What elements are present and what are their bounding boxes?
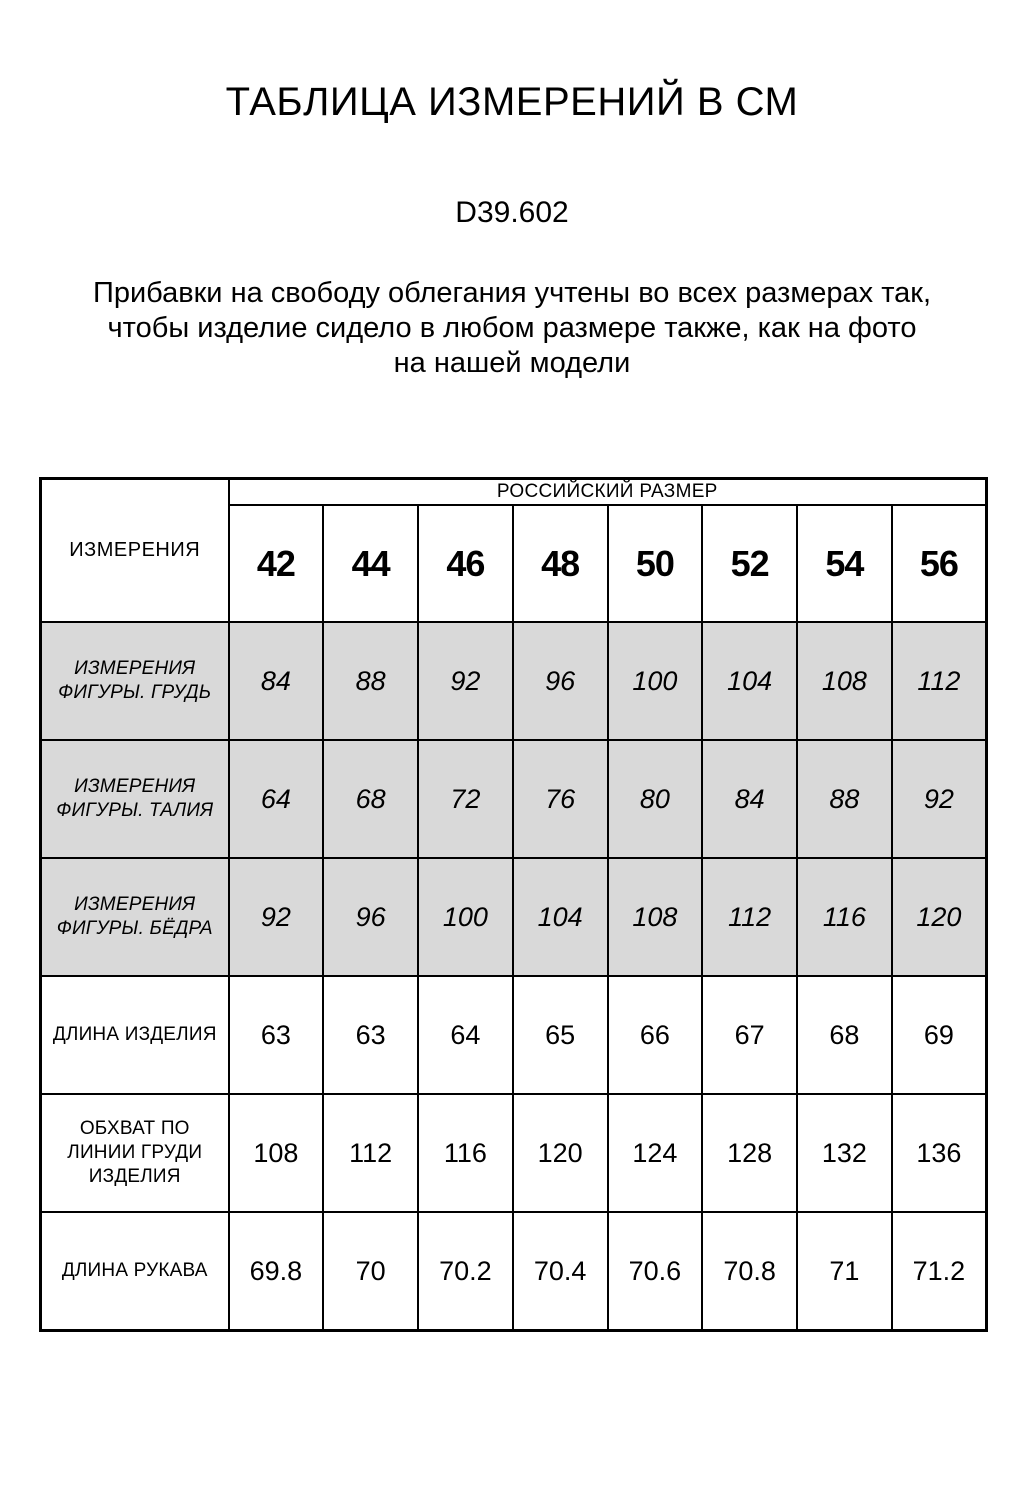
cell-value: 71 xyxy=(797,1212,892,1331)
row-label: ОБХВАТ ПО ЛИНИИ ГРУДИ ИЗДЕЛИЯ xyxy=(41,1094,229,1212)
cell-value: 100 xyxy=(418,858,513,976)
cell-value: 104 xyxy=(702,622,797,740)
table-row-waist xyxy=(41,740,987,858)
cell-value: 72 xyxy=(418,740,513,858)
table-row-sleeve-length xyxy=(41,1212,987,1331)
group-header-row xyxy=(41,479,987,506)
cell-value: 100 xyxy=(608,622,703,740)
cell-value: 120 xyxy=(513,1094,608,1212)
cell-value: 108 xyxy=(608,858,703,976)
cell-value: 92 xyxy=(418,622,513,740)
cell-value: 128 xyxy=(702,1094,797,1212)
cell-value: 63 xyxy=(229,976,324,1094)
cell-value: 70.8 xyxy=(702,1212,797,1331)
cell-value: 92 xyxy=(229,858,324,976)
cell-value: 76 xyxy=(513,740,608,858)
cell-value: 80 xyxy=(608,740,703,858)
cell-value: 70 xyxy=(323,1212,418,1331)
table-row-bust xyxy=(41,622,987,740)
cell-value: 84 xyxy=(702,740,797,858)
row-label: ИЗМЕРЕНИЯ ФИГУРЫ. ГРУДЬ xyxy=(41,622,229,740)
row-label: ИЗМЕРЕНИЯ ФИГУРЫ. БЁДРА xyxy=(41,858,229,976)
fit-note-line: на нашей модели xyxy=(393,347,631,379)
cell-value: 63 xyxy=(323,976,418,1094)
cell-value: 136 xyxy=(892,1094,987,1212)
fit-note-line: Прибавки на свободу облегания учтены во всех размерах так, xyxy=(92,277,932,309)
cell-value: 88 xyxy=(323,622,418,740)
table-row-item-length xyxy=(41,976,987,1094)
size-column-header: 50 xyxy=(608,505,703,622)
cell-value: 96 xyxy=(323,858,418,976)
fit-note-line: чтобы изделие сидело в любом размере также, как на фото xyxy=(107,312,917,344)
russian-size-group-header: РОССИЙСКИЙ РАЗМЕР xyxy=(229,479,987,506)
row-label: ДЛИНА РУКАВА xyxy=(41,1212,229,1331)
cell-value: 92 xyxy=(892,740,987,858)
fit-note xyxy=(0,276,1024,381)
cell-value: 67 xyxy=(702,976,797,1094)
size-column-header: 54 xyxy=(797,505,892,622)
cell-value: 70.6 xyxy=(608,1212,703,1331)
row-label: ДЛИНА ИЗДЕЛИЯ xyxy=(41,976,229,1094)
cell-value: 112 xyxy=(892,622,987,740)
size-column-header: 56 xyxy=(892,505,987,622)
cell-value: 104 xyxy=(513,858,608,976)
cell-value: 132 xyxy=(797,1094,892,1212)
cell-value: 120 xyxy=(892,858,987,976)
table-row-hips xyxy=(41,858,987,976)
page-title: ТАБЛИЦА ИЗМЕРЕНИЙ В СМ xyxy=(225,80,799,124)
cell-value: 68 xyxy=(797,976,892,1094)
size-column-header: 44 xyxy=(323,505,418,622)
cell-value: 64 xyxy=(229,740,324,858)
cell-value: 69.8 xyxy=(229,1212,324,1331)
cell-value: 116 xyxy=(418,1094,513,1212)
size-column-header: 42 xyxy=(229,505,324,622)
article-number: D39.602 xyxy=(455,196,569,229)
cell-value: 124 xyxy=(608,1094,703,1212)
cell-value: 68 xyxy=(323,740,418,858)
cell-value: 112 xyxy=(323,1094,418,1212)
cell-value: 108 xyxy=(797,622,892,740)
cell-value: 71.2 xyxy=(892,1212,987,1331)
cell-value: 88 xyxy=(797,740,892,858)
table-row-chest-girth xyxy=(41,1094,987,1212)
size-column-header: 52 xyxy=(702,505,797,622)
cell-value: 108 xyxy=(229,1094,324,1212)
row-label: ИЗМЕРЕНИЯ ФИГУРЫ. ТАЛИЯ xyxy=(41,740,229,858)
measurements-table xyxy=(39,477,988,1332)
cell-value: 65 xyxy=(513,976,608,1094)
cell-value: 96 xyxy=(513,622,608,740)
cell-value: 116 xyxy=(797,858,892,976)
size-column-header: 46 xyxy=(418,505,513,622)
measurements-column-header: ИЗМЕРЕНИЯ xyxy=(41,479,229,623)
cell-value: 69 xyxy=(892,976,987,1094)
cell-value: 84 xyxy=(229,622,324,740)
cell-value: 64 xyxy=(418,976,513,1094)
cell-value: 112 xyxy=(702,858,797,976)
size-column-header: 48 xyxy=(513,505,608,622)
cell-value: 70.4 xyxy=(513,1212,608,1331)
cell-value: 70.2 xyxy=(418,1212,513,1331)
cell-value: 66 xyxy=(608,976,703,1094)
